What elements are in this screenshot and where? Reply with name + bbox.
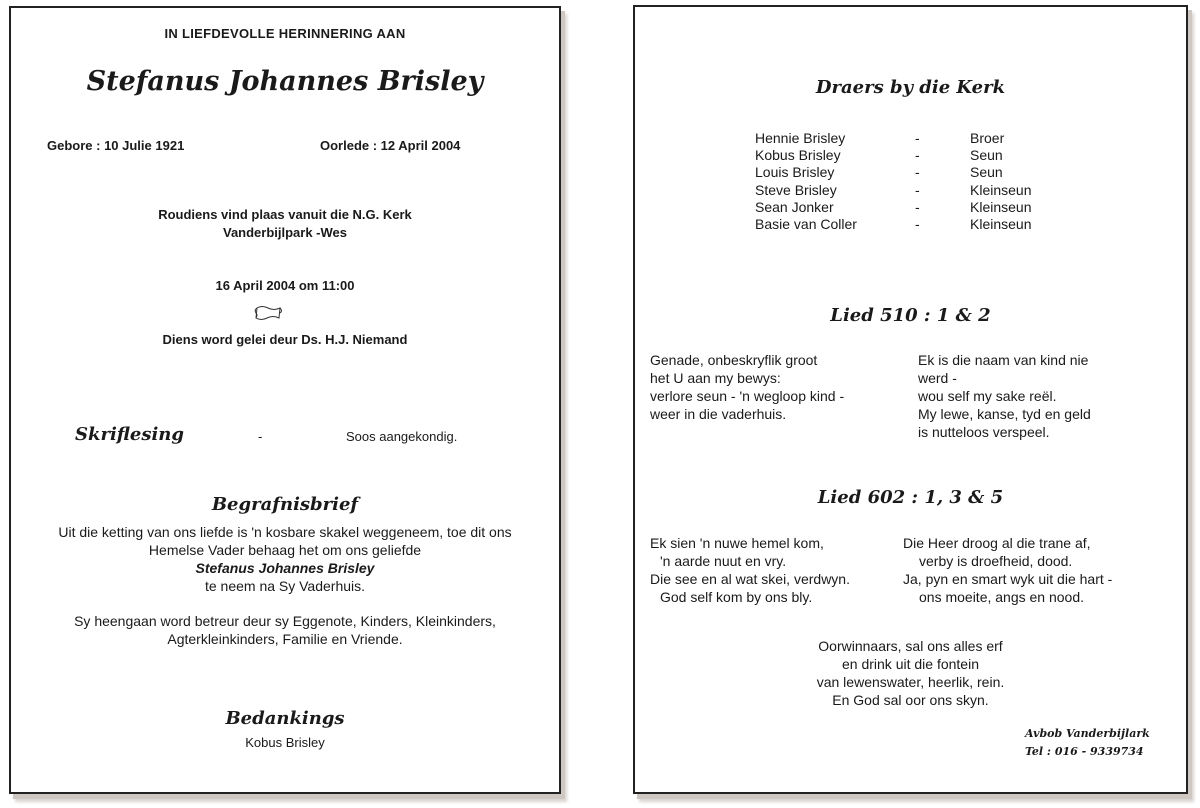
memorial-header: IN LIEFDEVOLLE HERINNERING AAN [164, 26, 406, 41]
verse-line: verlore seun - 'n wegloop kind - [650, 388, 845, 404]
verse-line: wou self my sake reël. [918, 388, 1057, 404]
scripture-heading: Skriflesing [75, 424, 184, 445]
death-date: Oorlede : 12 April 2004 [320, 138, 461, 153]
letter-line: te neem na Sy Vaderhuis. [204, 578, 366, 594]
bearer-name: Hennie Brisley [755, 130, 846, 146]
scripture-value: Soos aangekondig. [346, 429, 458, 444]
letter-deceased-name: Stefanus Johannes Brisley [195, 560, 375, 576]
pallbearers-heading: Draers by die Kerk [815, 77, 1006, 98]
left-page [9, 6, 561, 794]
hymn-510-heading: Lied 510 : 1 & 2 [830, 305, 991, 326]
funeral-letter-heading: Begrafnisbrief [211, 494, 359, 515]
service-location [11, 206, 559, 242]
bearer-name: Basie van Coller [755, 216, 857, 233]
bearer-relation: Seun [970, 147, 1003, 164]
bearer-name: Louis Brisley [755, 164, 835, 181]
officiating-minister: Diens word gelei deur Ds. H.J. Niemand [162, 332, 408, 347]
scroll-ornament-icon [253, 304, 283, 322]
service-datetime: 16 April 2004 om 11:00 [215, 278, 355, 293]
table-row [755, 216, 1032, 233]
service-line-1: Roudiens vind plaas vanuit die N.G. Kerk [158, 207, 412, 222]
table-row [755, 182, 1032, 199]
verse-line: het U aan my bewys: [650, 370, 781, 386]
right-page [633, 5, 1188, 794]
thanks-heading: Bedankings [225, 708, 345, 729]
verse-line: van lewenswater, heerlik, rein. [816, 674, 1005, 690]
bearer-name: Kobus Brisley [755, 147, 841, 164]
verse-line: Die see en al wat skei, verdwyn. [650, 571, 850, 587]
bearer-relation: Kleinseun [970, 216, 1032, 233]
undertaker-info [1025, 725, 1150, 761]
undertaker-phone: Tel : 016 - 9339734 [1025, 745, 1144, 758]
funeral-letter-text [11, 523, 559, 595]
hymn-602-verse-2 [903, 534, 1112, 606]
verse-line: 'n aarde nuut en vry. [660, 553, 787, 569]
bearer-dash: - [915, 216, 920, 233]
bereaved-line: Agterkleinkinders, Familie en Vriende. [167, 631, 403, 647]
thanks-name: Kobus Brisley [245, 735, 325, 750]
verse-line: En God sal oor ons skyn. [832, 692, 989, 708]
verse-line: God self kom by ons bly. [660, 589, 813, 605]
verse-line: Oorwinnaars, sal ons alles erf [818, 638, 1003, 654]
verse-line: en drink uit die fontein [842, 656, 979, 672]
bearer-relation: Broer [970, 130, 1005, 146]
bearer-dash: - [915, 164, 920, 181]
verse-line: Genade, onbeskryflik groot [650, 352, 818, 368]
birth-date: Gebore : 10 Julie 1921 [47, 138, 185, 153]
verse-line: Ek sien 'n nuwe hemel kom, [650, 535, 824, 551]
verse-line: Ek is die naam van kind nie [918, 352, 1089, 368]
verse-line: Die Heer droog al die trane af, [903, 535, 1091, 551]
bearer-dash: - [915, 198, 920, 215]
verse-line: weer in die vaderhuis. [650, 406, 787, 422]
letter-line: Hemelse Vader behaag het om ons geliefde [148, 542, 422, 558]
bearer-relation: Seun [970, 164, 1003, 181]
pallbearers-table [755, 130, 1032, 233]
table-row [755, 164, 1032, 181]
hymn-510-verse-2 [918, 351, 1091, 441]
bearer-name: Sean Jonker [755, 198, 834, 215]
scripture-dash: - [258, 429, 263, 444]
verse-line: ons moeite, angs en nood. [919, 589, 1085, 605]
hymn-602-verse-1 [650, 534, 850, 606]
bearer-dash: - [915, 147, 920, 164]
service-line-2: Vanderbijlpark -Wes [222, 225, 348, 240]
hymn-510-verse-1 [650, 351, 844, 423]
verse-line: werd - [918, 370, 957, 386]
bearer-dash: - [915, 130, 920, 146]
undertaker-name: Avbob Vanderbijlark [1025, 727, 1150, 740]
bearer-relation: Kleinseun [970, 198, 1032, 215]
verse-line: is nutteloos verspeel. [918, 424, 1050, 440]
deceased-name: Stefanus Johannes Brisley [86, 66, 484, 97]
bearer-name: Steve Brisley [755, 181, 837, 198]
verse-line: Ja, pyn en smart wyk uit die hart - [903, 571, 1113, 587]
verse-line: My lewe, kanse, tyd en geld [918, 406, 1091, 422]
hymn-602-verse-3 [635, 637, 1186, 709]
hymn-602-heading: Lied 602 : 1, 3 & 5 [817, 487, 1004, 508]
bearer-dash: - [915, 181, 920, 198]
verse-line: verby is droefheid, dood. [919, 553, 1073, 569]
table-row [755, 147, 1032, 164]
bearer-relation: Kleinseun [970, 181, 1032, 198]
bereaved-text [11, 612, 559, 648]
table-row [755, 130, 1032, 147]
bereaved-line: Sy heengaan word betreur deur sy Eggenote, Kinders, Kleinkinders, [74, 613, 496, 629]
table-row [755, 199, 1032, 216]
letter-line: Uit die ketting van ons liefde is 'n kosbare skakel weggeneem, toe dit ons [58, 524, 512, 540]
